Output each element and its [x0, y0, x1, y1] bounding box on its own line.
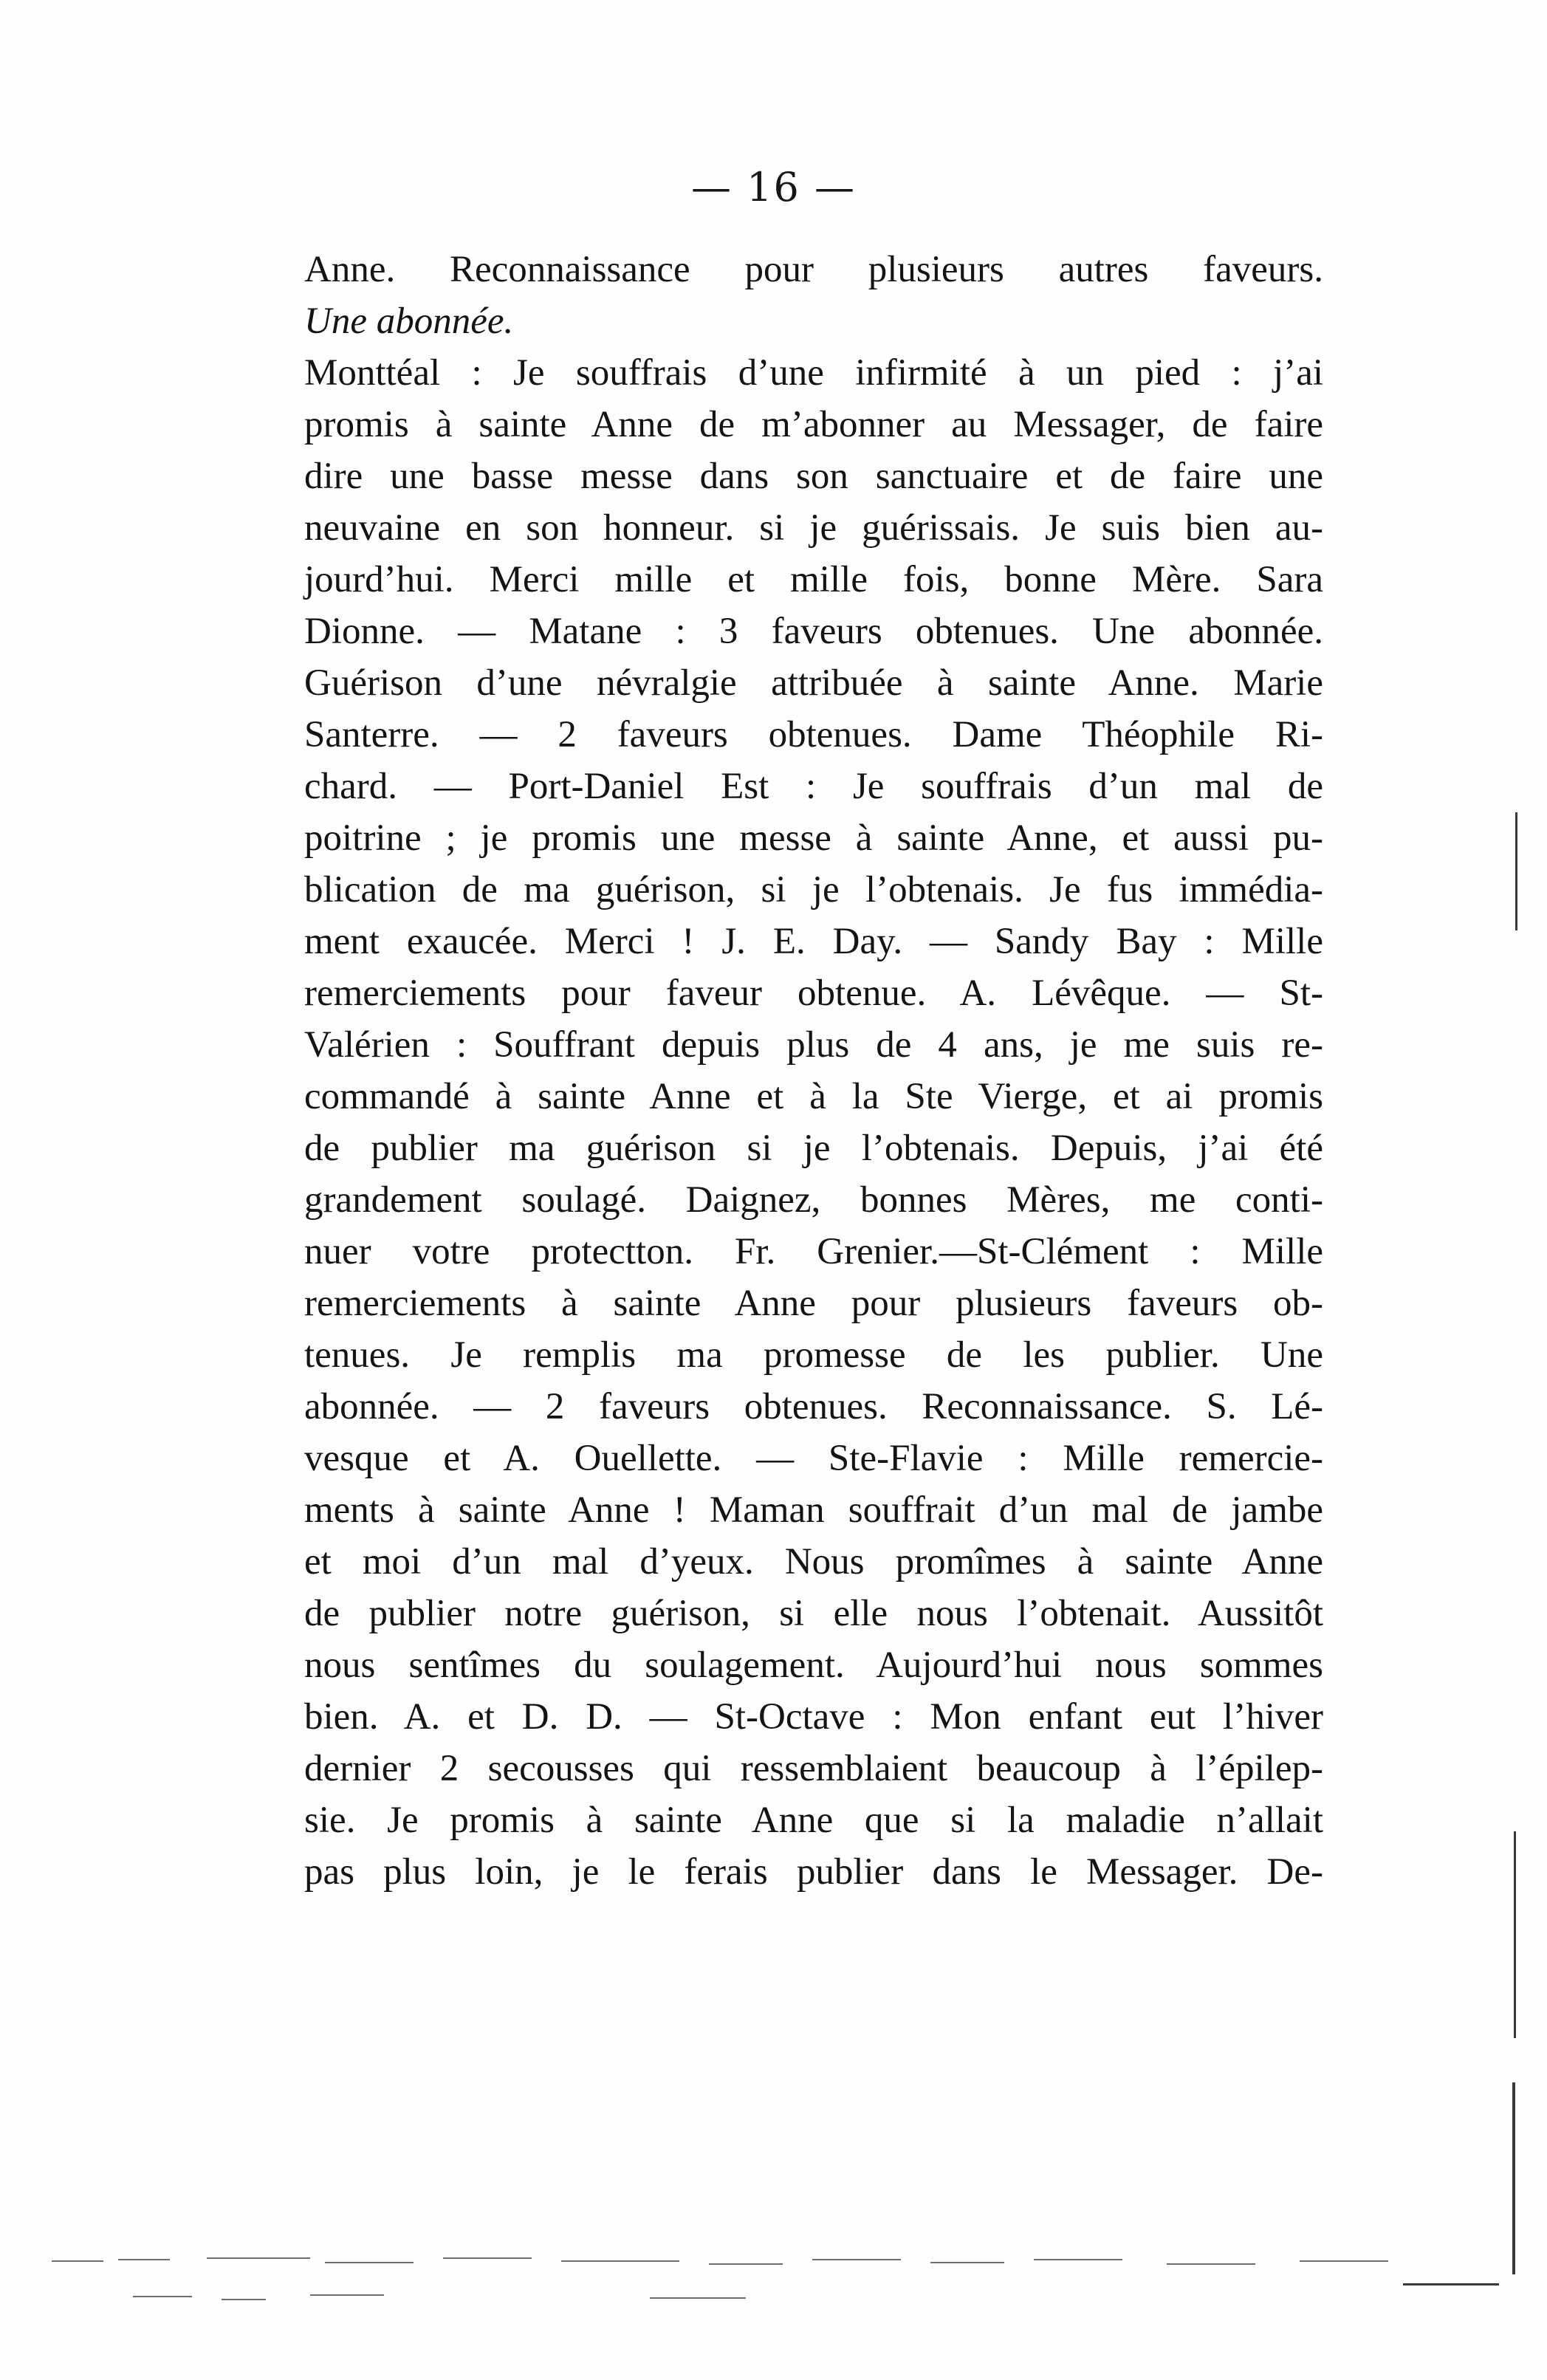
body-text [304, 244, 1323, 1898]
text-line: Guérison d’une névralgie attribuée à sainte Anne. Marie [304, 662, 1323, 704]
text-line: pas plus loin, je le ferais publier dans le Messager. De- [304, 1851, 1323, 1893]
text-line: Monttéal : Je souffrais d’une infirmité à un pied : j’ai [304, 352, 1323, 394]
text-line: et moi d’un mal d’yeux. Nous promîmes à sainte Anne [304, 1541, 1323, 1582]
text-line: Une abonnée. [304, 301, 514, 342]
text-line: tenues. Je remplis ma promesse de les publier. Une [304, 1334, 1323, 1376]
text-line: promis à sainte Anne de m’abonner au Messager, de faire [304, 404, 1323, 445]
text-line: commandé à sainte Anne et à la Ste Vierge, et ai promis [304, 1076, 1323, 1117]
text-line: abonnée. — 2 faveurs obtenues. Reconnaissance. S. Lé- [304, 1386, 1323, 1427]
text-line: neuvaine en son honneur. si je guérissais. Je suis bien au- [304, 507, 1323, 549]
text-line: remerciements pour faveur obtenue. A. Lévêque. — St- [304, 973, 1323, 1014]
text-line: chard. — Port-Daniel Est : Je souffrais d’un mal de [304, 766, 1323, 807]
text-line: Santerre. — 2 faveurs obtenues. Dame Théophile Ri- [304, 714, 1323, 755]
text-line: blication de ma guérison, si je l’obtenais. Je fus immédia- [304, 869, 1323, 910]
text-line: sie. Je promis à sainte Anne que si la maladie n’allait [304, 1800, 1323, 1841]
text-line: grandement soulagé. Daignez, bonnes Mères, me conti- [304, 1179, 1323, 1221]
text-line: ments à sainte Anne ! Maman souffrait d’un mal de jambe [304, 1489, 1323, 1531]
page-number: — 16 — [690, 164, 857, 210]
text-line: poitrine ; je promis une messe à sainte Anne, et aussi pu- [304, 817, 1323, 859]
text-line: remerciements à sainte Anne pour plusieurs faveurs ob- [304, 1283, 1323, 1324]
text-line: dernier 2 secousses qui ressemblaient beaucoup à l’épilep- [304, 1748, 1323, 1789]
scan-edge-mark [1512, 2082, 1515, 2274]
text-line: bien. A. et D. D. — St-Octave : Mon enfant eut l’hiver [304, 1696, 1323, 1738]
text-line: nuer votre protectton. Fr. Grenier.—St-Clément : Mille [304, 1231, 1323, 1272]
scan-edge-mark [1514, 1831, 1516, 2038]
scan-edge-mark [1515, 812, 1517, 930]
text-line: ment exaucée. Merci ! J. E. Day. — Sandy Bay : Mille [304, 921, 1323, 962]
text-line: vesque et A. Ouellette. — Ste-Flavie : Mille remercie- [304, 1438, 1323, 1479]
text-line: Dionne. — Matane : 3 faveurs obtenues. Une abonnée. [304, 611, 1323, 652]
text-line: dire une basse messe dans son sanctuaire et de faire une [304, 456, 1323, 497]
text-line: Valérien : Souffrant depuis plus de 4 ans, je me suis re- [304, 1024, 1323, 1066]
text-line: jourd’hui. Merci mille et mille fois, bonne Mère. Sara [304, 559, 1323, 600]
text-line: Anne. Reconnaissance pour plusieurs autres faveurs. [304, 249, 1323, 290]
text-line: de publier notre guérison, si elle nous l’obtenait. Aussitôt [304, 1593, 1323, 1634]
text-line: nous sentîmes du soulagement. Aujourd’hui nous sommes [304, 1645, 1323, 1686]
text-line: de publier ma guérison si je l’obtenais. Depuis, j’ai été [304, 1128, 1323, 1169]
scan-edge-mark [1403, 2283, 1499, 2285]
